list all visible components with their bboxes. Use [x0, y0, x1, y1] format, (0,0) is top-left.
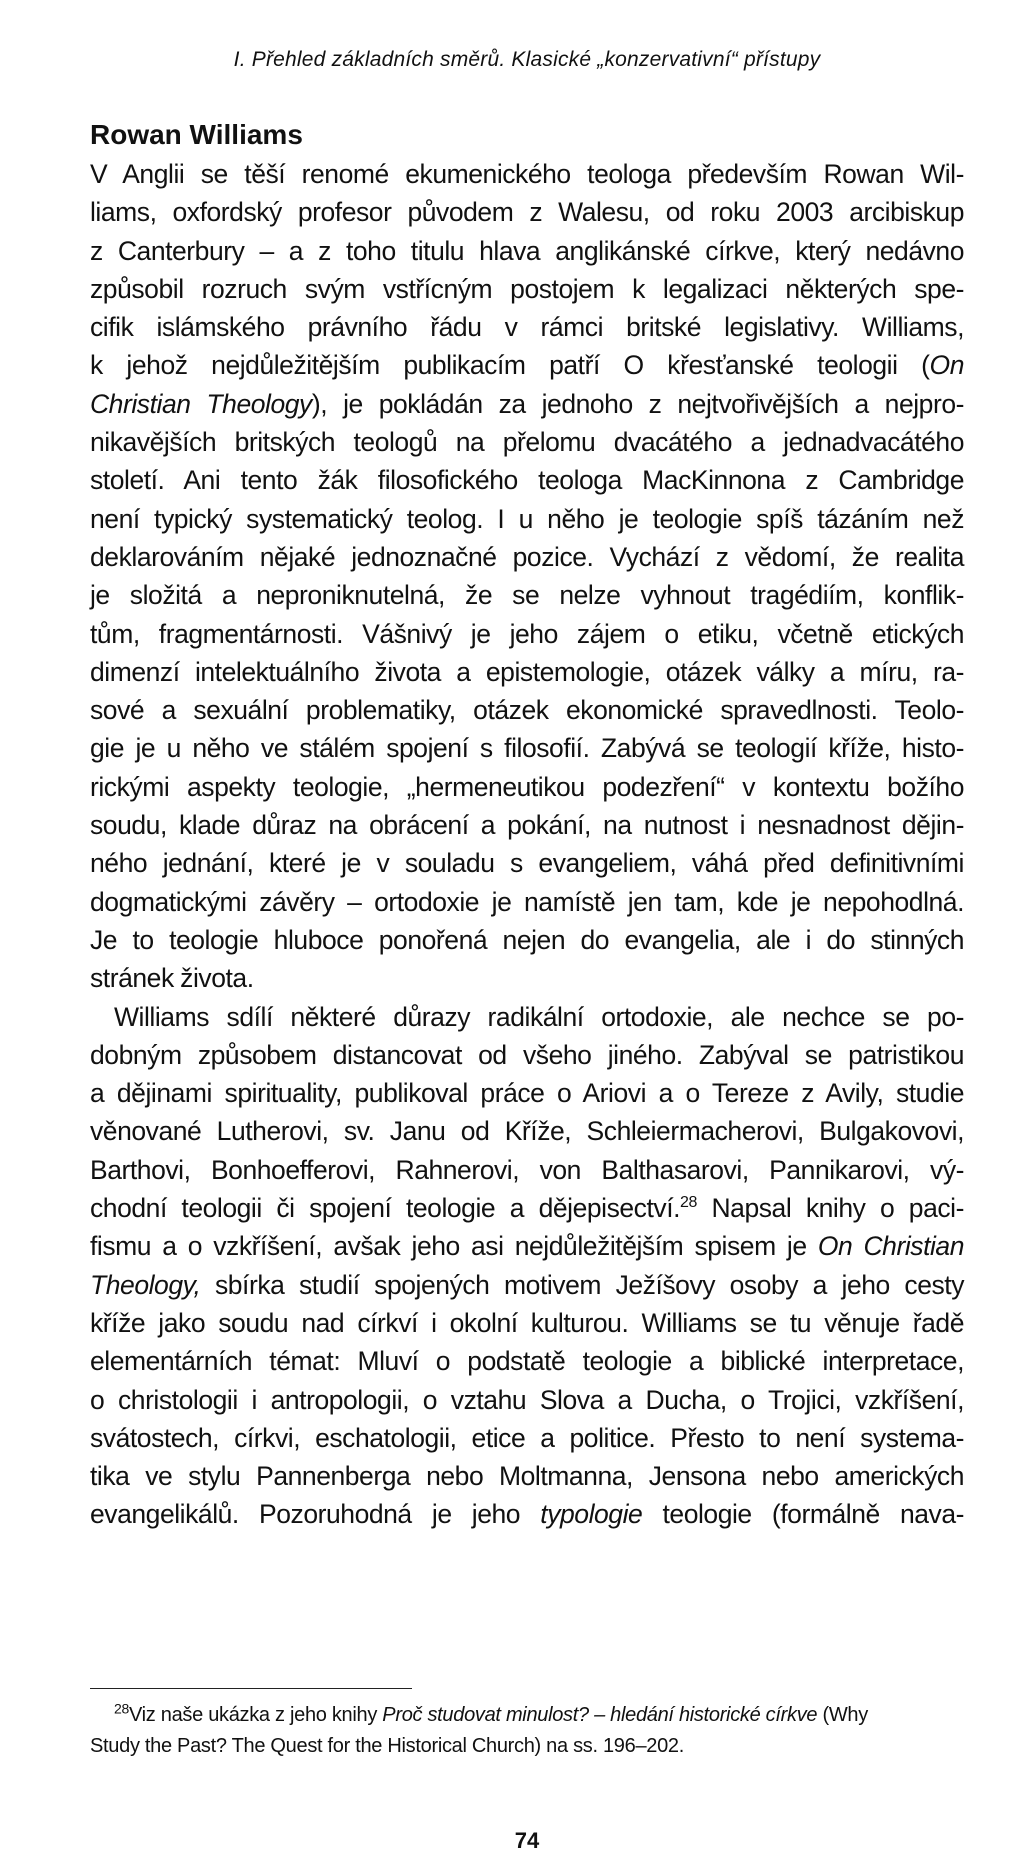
text-line: není typický systematický teolog. I u něho je teologie spíš tázáním než [90, 503, 964, 534]
footnote-reference: 28 [680, 1194, 697, 1212]
text-italic: Christian Theology [90, 388, 312, 419]
text-line: dogmatickými závěry – ortodoxie je namístě jen tam, kde je nepohodlná. [90, 886, 964, 917]
text-line: elementárních témat: Mluví o podstatě teologie a biblické interpretace, [90, 1346, 964, 1377]
running-head: I. Přehled základních směrů. Klasické „konzervativní“ přístupy [233, 48, 821, 71]
text-line: Barthovi, Bonhoefferovi, Rahnerovi, von Balthasarovi, Pannikarovi, vý- [90, 1154, 964, 1185]
text-line: liams, oxfordský profesor původem z Walesu, od roku 2003 arcibiskup [90, 197, 964, 228]
text-line: Williams sdílí některé důrazy radikální ortodoxie, ale nechce se po- [114, 1001, 964, 1032]
text-segment: k jehož nejdůležitějším publikacím patří O křesťanské teologii ( [90, 350, 930, 381]
text-line: způsobil rozruch svým vstřícným postojem k legalizaci některých spe- [90, 273, 964, 304]
text-line: tům, fragmentárnosti. Vášnivý je jeho zájem o etiku, včetně etických [90, 618, 964, 649]
text-italic: typologie [540, 1499, 643, 1530]
text-line: století. Ani tento žák filosofického teologa MacKinnona z Cambridge [90, 465, 964, 496]
text-italic: On [929, 350, 964, 381]
text-line: deklarováním nějaké jednoznačné pozice. Vychází z vědomí, že realita [90, 541, 964, 572]
footnote-segment: Viz naše ukázka z jeho knihy [128, 1704, 383, 1726]
text-segment: sbírka studií spojených motivem Ježíšovy osoby a jeho cesty [200, 1269, 964, 1300]
footnote-number: 28 [114, 1700, 129, 1717]
text-line: V Anglii se těší renomé ekumenického teologa především Rowan Wil- [90, 159, 964, 189]
text-line [90, 1266, 964, 1304]
footnote-line [90, 1700, 964, 1731]
text-line [90, 1495, 964, 1533]
text-segment: ), je pokládán za jednoho z nejtvořivějších a nejpro- [311, 388, 964, 419]
footnote-segment: (Why [817, 1704, 868, 1726]
text-italic: On Christian [817, 1231, 964, 1262]
footnote-line: Study the Past? The Quest for the Historical Church) na ss. 196–202. [90, 1735, 685, 1757]
text-segment: evangelikálů. Pozoruhodná je jeho [90, 1499, 541, 1530]
text-line: ného jednání, které je v souladu s evangeliem, váhá před definitivními [90, 848, 964, 879]
text-line [90, 385, 964, 423]
text-line: tika ve stylu Pannenberga nebo Moltmanna, Jensona nebo amerických [90, 1461, 964, 1492]
text-line: sové a sexuální problematiky, otázek ekonomické spravedlnosti. Teolo- [90, 695, 964, 726]
text-line: rickými aspekty teologie, „hermeneutikou podezření“ v kontextu božího [90, 771, 964, 802]
footnote-rule [90, 1688, 412, 1689]
text-line [90, 1227, 964, 1265]
text-line: Je to teologie hluboce ponořená nejen do evangelia, ale i do stinných [90, 924, 964, 955]
text-line: cifik islámského právního řádu v rámci britské legislativy. Williams, [90, 312, 964, 343]
text-segment: Napsal knihy o paci- [696, 1193, 964, 1224]
text-line [90, 1189, 964, 1227]
document-page [90, 0, 964, 1853]
page-number: 74 [514, 1828, 540, 1853]
text-line: z Canterbury – a z toho titulu hlava anglikánské církve, který nedávno [90, 235, 964, 266]
text-line: o christologii i antropologii, o vztahu Slova a Ducha, o Trojici, vzkříšení, [90, 1384, 964, 1415]
body-text [90, 155, 964, 1534]
section-title: Rowan Williams [90, 119, 303, 150]
text-segment: fismu a o vzkříšení, avšak jeho asi nejdůležitějším spisem je [90, 1231, 818, 1262]
text-italic: Theology, [90, 1269, 201, 1300]
text-line: dimenzí intelektuálního života a epistemologie, otázek války a míru, ra- [90, 656, 964, 687]
text-line: a dějinami spirituality, publikoval práce o Ariovi a o Tereze z Avily, studie [90, 1078, 964, 1109]
text-line: soudu, klade důraz na obrácení a pokání, na nutnost i nesnadnost dějin- [90, 810, 964, 841]
text-line: nikavějších britských teologů na přelomu dvacátého a jednadvacátého [90, 427, 964, 458]
text-line: kříže jako soudu nad církví i okolní kulturou. Williams se tu věnuje řadě [90, 1307, 964, 1338]
text-line: stránek života. [90, 963, 254, 994]
text-line: je složitá a neproniknutelná, že se nelze vyhnout tragédiím, konflik- [90, 580, 964, 611]
footnote-italic: Proč studovat minulost? – hledání historické církve [382, 1704, 818, 1726]
text-line [90, 346, 964, 384]
text-segment: chodní teologii či spojení teologie a dějepisectví. [90, 1193, 681, 1224]
text-line: gie je u něho ve stálém spojení s filosofií. Zabývá se teologií kříže, histo- [90, 733, 964, 764]
text-line: věnované Lutherovi, sv. Janu od Kříže, Schleiermacherovi, Bulgakovovi, [90, 1116, 964, 1147]
text-line: svátostech, církvi, eschatologii, etice a politice. Přesto to není systema- [90, 1422, 964, 1453]
text-line: dobným způsobem distancovat od všeho jiného. Zabýval se patristikou [90, 1039, 964, 1070]
text-segment: teologie (formálně nava- [642, 1499, 964, 1530]
